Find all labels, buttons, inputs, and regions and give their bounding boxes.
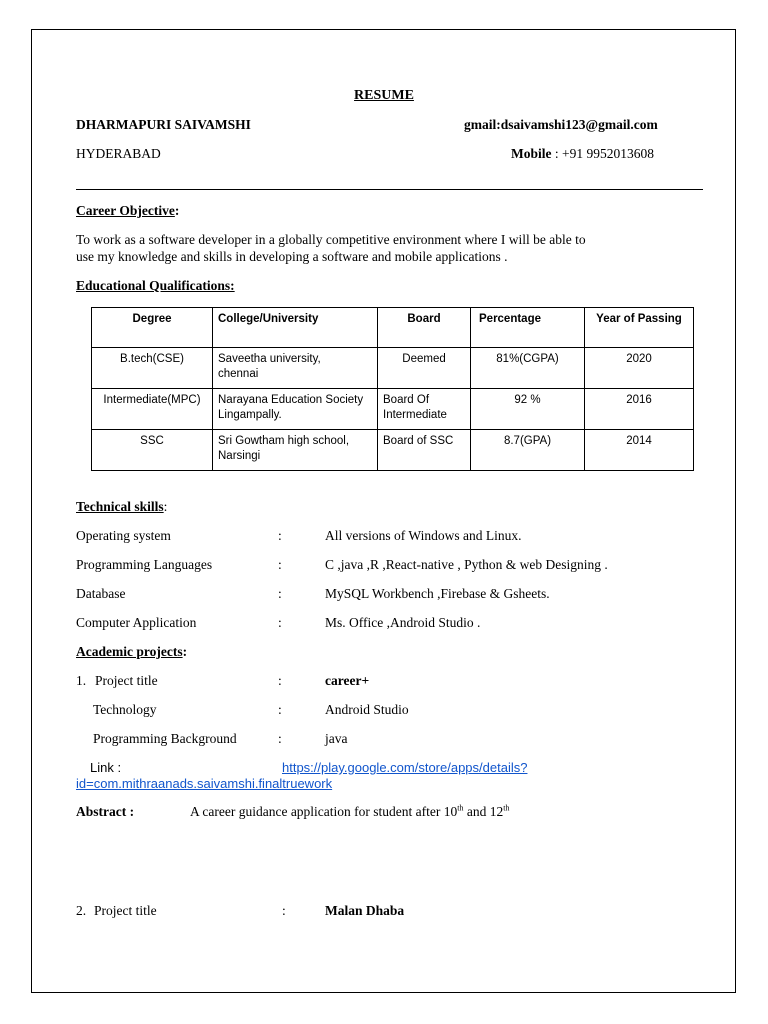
project-1-tech-separator: : bbox=[278, 702, 282, 717]
career-objective-heading: Career Objective: bbox=[76, 203, 180, 218]
education-heading: Educational Qualifications: bbox=[76, 278, 235, 293]
project-1-link-label: Link : bbox=[90, 760, 122, 775]
mobile-number: : +91 9952013608 bbox=[554, 146, 654, 161]
project-1-link-line-2[interactable]: id=com.mithraanads.saivamshi.finaltruework bbox=[76, 776, 333, 791]
cell-degree: B.tech(CSE) bbox=[92, 348, 213, 389]
career-objective-line-2: use my knowledge and skills in developing a software and mobile applications . bbox=[76, 249, 508, 264]
project-2-title-label: Project title bbox=[94, 903, 157, 918]
cell-college: Narayana Education Society Lingampally. bbox=[213, 389, 378, 430]
skill-value: Ms. Office ,Android Studio . bbox=[325, 615, 481, 630]
mobile-line bbox=[511, 146, 654, 162]
column-header-board: Board bbox=[378, 308, 471, 348]
cell-percentage: 92 % bbox=[471, 389, 585, 430]
education-table bbox=[91, 307, 694, 471]
column-header-degree: Degree bbox=[92, 308, 213, 348]
skill-value: All versions of Windows and Linux. bbox=[325, 528, 522, 543]
project-2-title: Malan Dhaba bbox=[325, 903, 405, 918]
table-row bbox=[92, 430, 694, 471]
email-line bbox=[464, 117, 658, 133]
cell-degree: Intermediate(MPC) bbox=[92, 389, 213, 430]
cell-board: Deemed bbox=[378, 348, 471, 389]
skill-value: MySQL Workbench ,Firebase & Gsheets. bbox=[325, 586, 550, 601]
column-header-percentage: Percentage bbox=[471, 308, 585, 348]
cell-degree: SSC bbox=[92, 430, 213, 471]
project-1-abstract-label: Abstract : bbox=[76, 804, 135, 819]
skill-label: Operating system bbox=[76, 528, 171, 543]
career-objective-line-1: To work as a software developer in a globally competitive environment where I will be able to bbox=[76, 232, 586, 247]
technical-skills-heading: Technical skills: bbox=[76, 499, 168, 514]
table-row bbox=[92, 389, 694, 430]
resume-heading: RESUME bbox=[354, 88, 414, 103]
skill-separator: : bbox=[278, 528, 282, 543]
cell-college: Sri Gowtham high school, Narsingi bbox=[213, 430, 378, 471]
project-1-tech: Android Studio bbox=[325, 702, 409, 717]
email-label: gmail: bbox=[464, 117, 501, 132]
project-1-title-separator: : bbox=[278, 673, 282, 688]
skill-label: Database bbox=[76, 586, 126, 601]
cell-board: Board of SSC bbox=[378, 430, 471, 471]
project-1-tech-label: Technology bbox=[93, 702, 157, 717]
project-1-title-label: Project title bbox=[95, 673, 158, 688]
project-1-abstract-text: A career guidance application for student after 10th and 12th bbox=[190, 803, 510, 819]
column-header-year: Year of Passing bbox=[585, 308, 694, 348]
cell-college: Saveetha university, chennai bbox=[213, 348, 378, 389]
cell-year: 2020 bbox=[585, 348, 694, 389]
skill-value: C ,java ,R ,React-native , Python & web Designing . bbox=[325, 557, 608, 572]
skill-separator: : bbox=[278, 557, 282, 572]
project-2-number: 2. bbox=[76, 903, 87, 918]
table-row bbox=[92, 348, 694, 389]
email-address[interactable]: dsaivamshi123@gmail.com bbox=[500, 117, 658, 132]
project-1-number: 1. bbox=[76, 673, 87, 688]
project-1-title: career+ bbox=[325, 673, 370, 688]
mobile-label: Mobile bbox=[511, 146, 552, 161]
project-1-link-line-1[interactable]: https://play.google.com/store/apps/details? bbox=[282, 760, 528, 775]
cell-year: 2016 bbox=[585, 389, 694, 430]
column-header-college: College/University bbox=[213, 308, 378, 348]
header-divider bbox=[76, 189, 703, 190]
cell-percentage: 81%(CGPA) bbox=[471, 348, 585, 389]
project-1-background: java bbox=[325, 731, 348, 746]
education-table-header bbox=[92, 308, 694, 348]
academic-projects-heading: Academic projects: bbox=[76, 644, 188, 659]
cell-year: 2014 bbox=[585, 430, 694, 471]
project-1-background-label: Programming Background bbox=[93, 731, 237, 746]
candidate-city: HYDERABAD bbox=[76, 146, 161, 161]
skill-label: Computer Application bbox=[76, 615, 197, 630]
skill-separator: : bbox=[278, 586, 282, 601]
candidate-name: DHARMAPURI SAIVAMSHI bbox=[76, 117, 251, 132]
project-1-background-separator: : bbox=[278, 731, 282, 746]
project-2-title-separator: : bbox=[282, 903, 286, 918]
cell-percentage: 8.7(GPA) bbox=[471, 430, 585, 471]
cell-board: Board Of Intermediate bbox=[378, 389, 471, 430]
skill-separator: : bbox=[278, 615, 282, 630]
skill-label: Programming Languages bbox=[76, 557, 213, 572]
